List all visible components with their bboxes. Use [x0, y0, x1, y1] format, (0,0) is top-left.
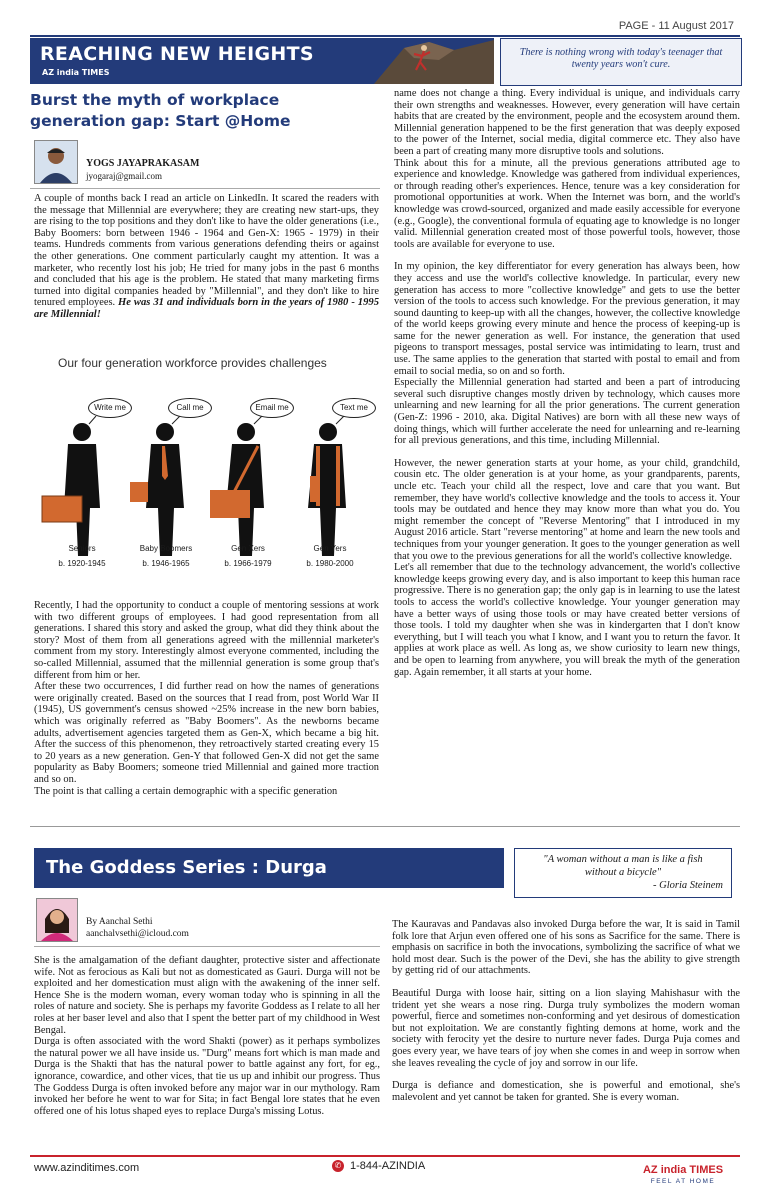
- logo-text: AZ india TIMES: [642, 1164, 724, 1176]
- paragraph: In my opinion, the key differentiator for every generation has always been, how they access and use the world's collective knowledge. In particular, every new generation has access to more "collective knowledge" and gets to use the better version of the tools to access such knowledge. For the previous generation, it may sound daunting to keep-up with all the changes, however, the collective knowledge of the world keeps growing every minute and hence the process of keeping-up is same for the newer generation as well. For instance, the generation that used pigeons to transport messages, postal service was intimidating to learn, trust and use. The same applies to the generation that started with postal to email and from email to social media, so on and so forth.: [394, 261, 740, 377]
- person-label: [126, 544, 206, 568]
- paragraph: Let's all remember that due to the technology advancement, the world's collective knowledge keeps growing every day, and is also important to keep this human race progressive. There is no generation gap; the only gap is in learning to use the latest tools to access the world's collective knowledge. Your younger generation may have a better ways of using those tools or may have created better versions of those tools. I told my daughter when she was in kindergarten that I don't know everything, but I will teach you what I know, and I want you to return the favor. It applies at work place as well. As long as, we show curiosity to learn new things, and be open to learning from anywhere, you will break the myth of the generation gap. Again remember, it all starts at your home.: [394, 562, 740, 678]
- generation-years: b. 1920-1945: [58, 559, 106, 568]
- bubble-email-me: Email me: [250, 398, 294, 418]
- author-email: aanchalvsethi@icloud.com: [86, 929, 189, 939]
- generation-years: b. 1980-2000: [306, 559, 354, 568]
- phone-number: 1-844-AZINDIA: [350, 1160, 426, 1172]
- generation-figure: [34, 352, 379, 577]
- paragraph: She is the amalgamation of the defiant daughter, protective sister and affectionate wife. Not as ferocious as Kali but not as domesticated as Gauri. Durga will not be exploited and her domestication must align with the awakening of the inner self. Hence She is the modern woman, every woman today who is spinning in all the roles of nature and society. She is perhaps my favorite Goddess as I relate to all her roles at her baser level and also that I spent the better part of my childhood in West Bengal.: [34, 955, 380, 1036]
- section-quote: [500, 38, 742, 86]
- section-banner-durga: [34, 848, 504, 888]
- logo-tagline: FEEL AT HOME: [650, 1178, 716, 1185]
- headline: Burst the myth of workplace generation gap: Start @Home: [30, 91, 291, 130]
- banner-title: The Goddess Series : Durga: [46, 857, 327, 878]
- person-icon: [210, 416, 264, 556]
- col1-top: [34, 193, 379, 321]
- avatar: [34, 140, 78, 184]
- quote-line: without a bicycle": [584, 867, 662, 878]
- author-email: jyogaraj@gmail.com: [86, 171, 163, 181]
- brand-logo: AZ india TIMES: [42, 68, 110, 77]
- quote-text: There is nothing wrong with today's teenager that twenty years won't cure.: [519, 47, 723, 70]
- paragraph: However, the newer generation starts at your home, as your child, grandchild, cousin etc. The older generation is at your home, as your grandparents, parents, uncle etc. Teach your child all the respect, love and care that you want. But remember, they have world's collective knowledge and the tools to access it. Your tools may be outdated and hence they may know more than what you do. You might remember the concept of "Reverse Mentoring" that I introduced in my August 2016 article. Start "reverse mentoring" at home and learn the new tools and techniques from your younger generation. It goes to the younger generation as well that you owe to the previous generations for all the world's collective knowledge.: [394, 457, 740, 562]
- footer-rule: [30, 1155, 740, 1157]
- generation-name: Gen Yers: [313, 544, 347, 553]
- generation-name: Gen Xers: [231, 544, 265, 553]
- durga-col2: [392, 919, 740, 1103]
- bubble-text-me: Text me: [332, 398, 376, 418]
- paragraph: After these two occurrences, I did further read on how the names of generations were originally created. Based on the sources that I read from, post World War II (1945), US government's census showed ~25% increase in the new born babies, which was originally referred as "Baby Boomers". As the newborns became adults, advertisement agencies targeted them as Gen-X, which became a big hit. After the success of this phenomenon, they retroactively started creating every 15 to 20 years as a new generation. Gen-Y that followed Gen-X did not get the same popularity as Baby Boomers; someone tried Millennial and gained more traction and so on.: [34, 681, 379, 785]
- paragraph-spacer: [392, 1069, 740, 1080]
- figure-title: Our four generation workforce provides challenges: [58, 356, 327, 370]
- paragraph: The point is that calling a certain demographic with a specific generation: [34, 785, 338, 797]
- paragraph-spacer: [392, 977, 740, 988]
- paragraph: Beautiful Durga with loose hair, sitting on a lion slaying Mahishasur with the trident yet she wears a nose ring. Durga truly symbolizes the modern woman powerful, fierce and sometimes non-conforming and yet desirous of domestication but not exploitation. We are constantly fighting demons at home, work and the society with ferocity yet the desire to nurture never fades. Durga Puja comes and goes every year, we have tears of joy when she comes in and weep in sorrow when she leaves revealing the cycle of joy and sorrow in our life.: [392, 987, 740, 1069]
- paragraph: Think about this for a minute, all the previous generations attributed age to experience and knowledge. Knowledge was gathered from individual experiences, or through reading other's experiences. Hence, tenure was a key consideration for promotional opportunities at work. When the Internet was born, and the world's knowledge was crowd-sourced, organized and made easily accessible for everyone (e.g., Google), the conventional formula of equating age to knowledge is no longer valid. Millennial generation created most of those powerful tools, however, those tools are available for everyone to use.: [394, 157, 740, 250]
- phone-icon: ✆: [332, 1160, 344, 1172]
- person-icon: [42, 416, 100, 556]
- generation-years: b. 1946-1965: [142, 559, 190, 568]
- paragraph: Durga is defiance and domestication, she is powerful and emotional, she's malevolent and yet cannot be taken for granted. She is every woman.: [392, 1080, 740, 1103]
- generation-name: Seniors: [68, 544, 96, 553]
- person-icon: [308, 416, 346, 556]
- section-banner: [30, 38, 494, 84]
- person-icon: [130, 416, 184, 556]
- paragraph-spacer: [394, 447, 740, 458]
- paragraph: Recently, I had the opportunity to conduct a couple of mentoring sessions at work with two different groups of employees. I had good representation from all generations. I shared this story and asked the group, what did they think about the story? Most of them from all generations agreed with the millennial marketer's comment from my story. Interestingly almost everyone commented, including the so-called Millennial, assumed that the millennial generation is some group that's different from him or her.: [34, 600, 379, 681]
- col1-bottom: [34, 600, 379, 797]
- banner-title: REACHING NEW HEIGHTS: [40, 43, 314, 65]
- page-label: PAGE - 11 August 2017: [618, 20, 734, 32]
- durga-quote: [514, 848, 732, 898]
- climber-icon: [344, 38, 494, 84]
- paragraph: Especially the Millennial generation had started and been a part of introducing several such disruptive changes mostly driven by technology, which causes more unlearning and new learning for all the prior generations. The current generation (Gen-Z: 1996 - 2010, aka. Digital Natives) are born with all these new ways of doing things, which will further accelerate the need for unlearning and re-learning for all previous generations, and this time, including Millennial.: [394, 377, 740, 447]
- author-rule: [34, 946, 380, 947]
- paragraph: name does not change a thing. Every individual is unique, and individuals carry their own strengths and weaknesses. However, every generation will have certain habits that are created by the environment, people and the ecosystem around them. Millennial generation happened to be the first generation that was deeply exposed to the power of the Internet, social media, digital commerce etc. They also have been a part of creating many more disruptive tools and solutions.: [394, 88, 740, 157]
- header-rule: [30, 35, 740, 37]
- avatar: [36, 898, 78, 942]
- col2: [394, 88, 740, 678]
- quote-line: "A woman without a man is like a fish: [543, 854, 703, 865]
- paragraph: Durga is often associated with the word Shakti (power) as it perhaps symbolizes the natural power we all have inside us. "Durg" means fort which is man made and Durga is the Shakti that has the natural power to battle against any fort, for eg., ignorance, cowardice, and other vices, that tie us up and inhibit our progress. Thus The Goddess Durga is often invoked before any major war in our mythology. Ram invoked her before he went to war for Sita; in fact Bengal lore states that he even offered one of his lotus shaped eyes to replace Durga's missing Lotus.: [34, 1036, 380, 1117]
- generation-name: Baby Boomers: [139, 544, 193, 553]
- durga-col1: [34, 955, 380, 1117]
- footer-logo: [628, 1158, 738, 1185]
- bubble-write-me: Write me: [88, 398, 132, 418]
- footer-website[interactable]: www.azinditimes.com: [34, 1162, 140, 1174]
- paragraph: The Kauravas and Pandavas also invoked Durga before the war, It is said in Tamil folk lore that Arjun even offered one of his sons as Sacrifice for the same. There is emphasis on sacrifice in both the invocations, symbolizing the sacrifice of what we hold most dear. Such is the power of the Devi, she has the ability to give strength by getting rid of our attachments.: [392, 919, 740, 977]
- section-divider: [30, 826, 740, 827]
- author-name: By Aanchal Sethi: [86, 917, 153, 927]
- quote-attribution: - Gloria Steinem: [653, 880, 723, 891]
- author-name: YOGS JAYAPRAKASAM: [86, 158, 200, 169]
- paragraph-spacer: [394, 250, 740, 261]
- paragraph: A couple of months back I read an article on LinkedIn. It scared the readers with the message that Millennial are everywhere; they are creating new start-ups, they are rising to the top positions and they don't like to have the older generations (i.e., Baby Boomers: born between 1946 - 1964 and Gen-X: 1965 - 1979) in their teams. Hundreds comments from various generations defending theirs or against the other generations. One comment particularly caught my attention. It was a marketer, who recently lost his job; He tried for many jobs in the past 6 months and concluded that his age is the problem. He stated that many marketing firms turned into digital companies headed by "Millennial", and they don't like to hire tenured employees.: [34, 193, 379, 309]
- emphasis-text: He was 31 and individuals born in the years of 1980 - 1995 are Millennial!: [34, 297, 379, 320]
- person-label: [290, 544, 370, 568]
- person-label: [42, 544, 122, 568]
- generation-years: b. 1966-1979: [224, 559, 272, 568]
- bubble-call-me: Call me: [168, 398, 212, 418]
- author-rule: [30, 188, 380, 189]
- person-label: [208, 544, 288, 568]
- footer-phone: [332, 1160, 425, 1172]
